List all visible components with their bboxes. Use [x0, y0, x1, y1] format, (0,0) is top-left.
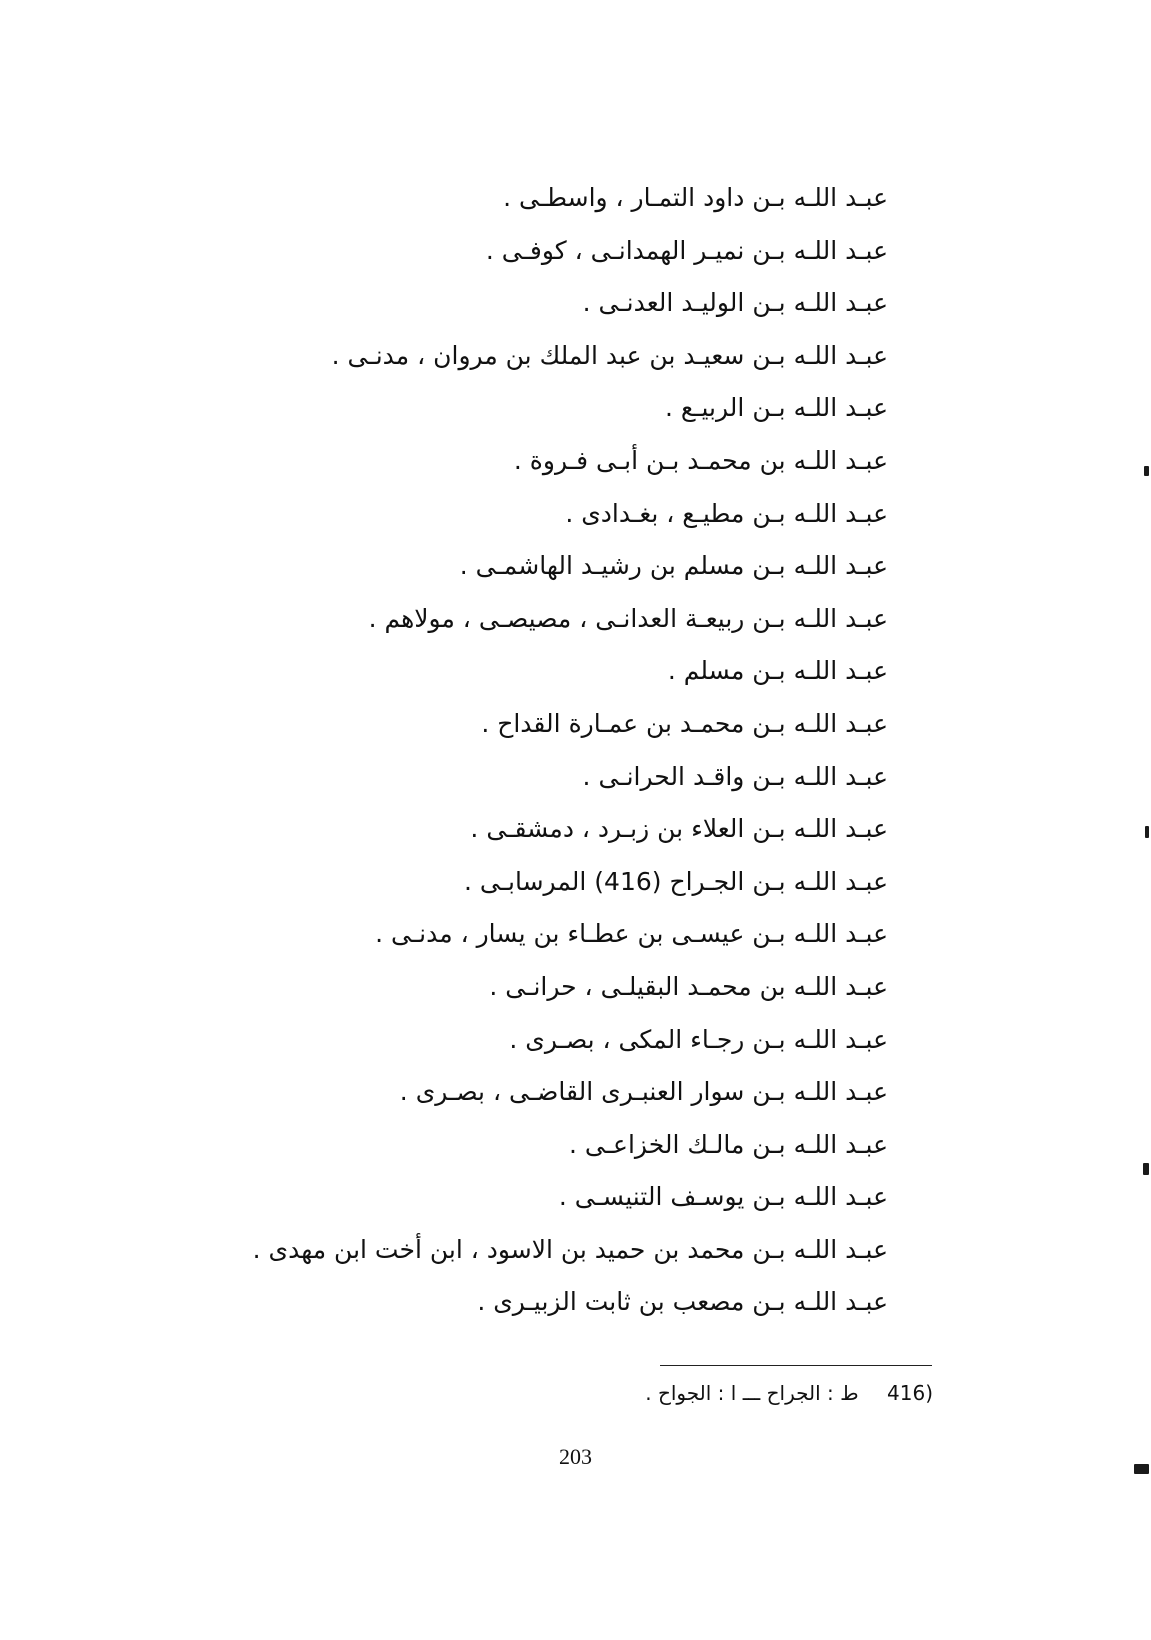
- list-item: عبـد اللـه بـن مالـك الخزاعـى .: [568, 1129, 888, 1159]
- list-item: عبـد اللـه بـن الربيـع .: [664, 393, 888, 423]
- list-item: عبـد اللـه بـن داود التمـار ، واسطـى .: [503, 183, 888, 212]
- list-item: عبـد اللـه بـن ربيعـة العدانـى ، مصيصـى ، مولاهم .: [368, 603, 888, 633]
- scan-mark: [1145, 826, 1149, 838]
- footnote-text: ط : الجراح ـــ ا : الجواح .: [645, 1381, 859, 1405]
- footnote-number: (416: [887, 1381, 933, 1405]
- list-item: عبـد اللـه بـن واقـد الحرانـى .: [582, 761, 888, 791]
- list-item: عبـد اللـه بـن مصعب بن ثابت الزبيـرى .: [477, 1287, 888, 1317]
- list-item: عبـد اللـه بـن محمد بن حميد بن الاسود ، ابن أخت ابن مهدى .: [252, 1234, 888, 1264]
- scan-mark: [1143, 1163, 1149, 1175]
- list-item: عبـد اللـه بـن عيسـى بن عطـاء بن يسار ، مدنـى .: [375, 919, 888, 949]
- list-item: عبـد اللـه بـن يوسـف التنيسـى .: [558, 1182, 888, 1212]
- list-item: عبـد اللـه بـن سوار العنبـرى القاضـى ، بصـرى .: [399, 1077, 888, 1107]
- list-item: عبـد اللـه بـن مسلم .: [667, 656, 888, 686]
- footnote: [645, 1378, 933, 1408]
- scan-mark: [1144, 466, 1149, 476]
- narrator-list: [168, 172, 888, 1329]
- list-item: عبـد اللـه بـن الجـراح (416) المرسابـى .: [463, 866, 888, 896]
- list-item: عبـد اللـه بـن مطيـع ، بغـدادى .: [565, 498, 888, 528]
- list-item: عبـد اللـه بـن الوليـد العدنـى .: [582, 288, 888, 318]
- footnote-divider: [660, 1365, 932, 1366]
- scan-mark: [1134, 1464, 1149, 1474]
- list-item: عبـد اللـه بـن نميـر الهمدانـى ، كوفـى .: [485, 235, 888, 265]
- list-item: عبـد اللـه بـن سعيـد بن عبد الملك بن مروان ، مدنـى .: [331, 340, 888, 370]
- page-number: 203: [559, 1444, 592, 1469]
- list-item: عبـد اللـه بـن محمـد بن عمـارة القداح .: [481, 708, 888, 738]
- list-item: عبـد اللـه بن محمـد بـن أبـى فـروة .: [513, 445, 888, 475]
- list-item: عبـد اللـه بـن مسلم بن رشيـد الهاشمـى .: [459, 551, 888, 581]
- list-item: عبـد اللـه بـن العلاء بن زبـرد ، دمشقـى .: [470, 814, 888, 844]
- list-item: عبـد اللـه بن محمـد البقيلـى ، حرانـى .: [489, 971, 888, 1001]
- list-item: عبـد اللـه بـن رجـاء المكى ، بصـرى .: [509, 1024, 888, 1054]
